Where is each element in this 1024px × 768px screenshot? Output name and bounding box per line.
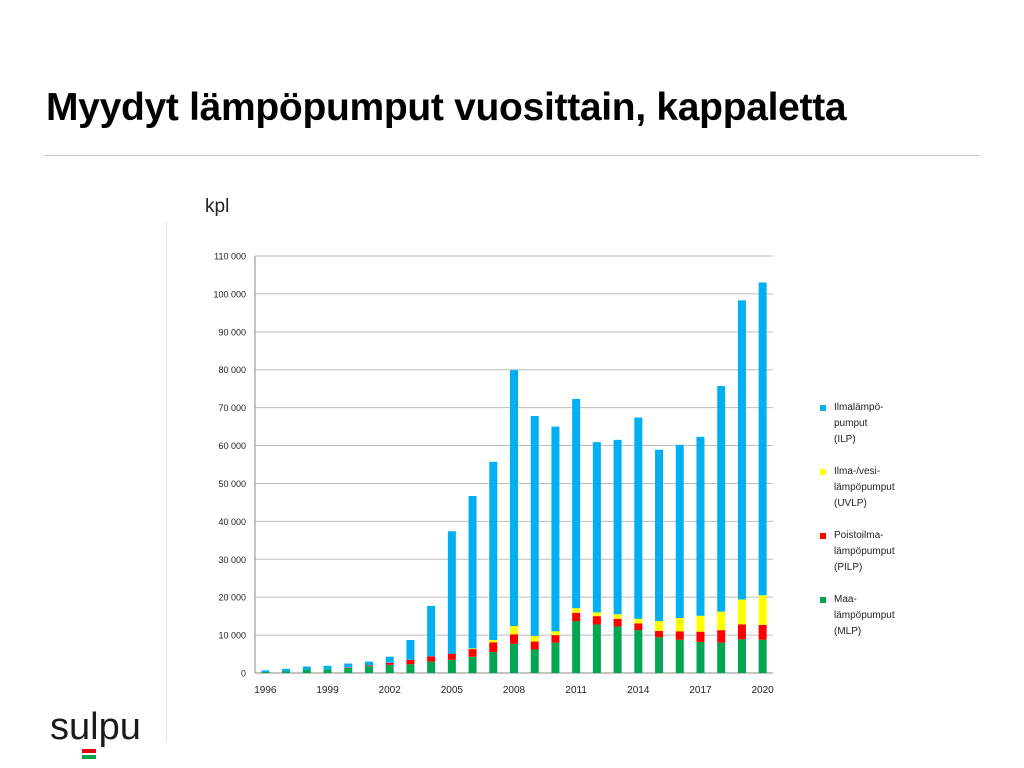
y-tick-label: 70 000 xyxy=(218,403,246,414)
y-tick-label: 20 000 xyxy=(218,592,246,603)
legend-swatch xyxy=(820,533,826,539)
bar-segment-2008-s1 xyxy=(510,634,518,643)
x-tick-label: 2011 xyxy=(565,685,587,696)
bar-segment-2018-s3 xyxy=(717,386,725,612)
bar-segment-2012-s1 xyxy=(593,616,601,624)
bar-segment-1999-s3 xyxy=(324,666,332,669)
bar-segment-2014-s3 xyxy=(634,417,642,618)
bar-segment-2016-s1 xyxy=(676,631,684,639)
y-tick-label: 50 000 xyxy=(218,478,246,489)
bar-segment-2003-s0 xyxy=(406,664,414,673)
bar-segment-1996-s0 xyxy=(261,672,269,673)
legend-label: (MLP) xyxy=(834,626,862,637)
legend-item xyxy=(820,400,940,448)
bar-segment-2004-s3 xyxy=(427,606,435,656)
bar-segment-2015-s2 xyxy=(655,621,663,631)
bar-segment-1997-s3 xyxy=(282,669,290,671)
bar-segment-2013-s3 xyxy=(614,440,622,614)
bar-segment-2008-s0 xyxy=(510,644,518,673)
bar-segment-2020-s3 xyxy=(759,283,767,596)
bar-segment-2001-s1 xyxy=(365,665,373,666)
bar-segment-2010-s3 xyxy=(551,427,559,632)
bar-segment-2009-s2 xyxy=(531,636,539,642)
bar-segment-2002-s0 xyxy=(386,665,394,673)
bar-segment-2004-s1 xyxy=(427,656,435,661)
bar-segment-2006-s2 xyxy=(469,648,477,649)
legend-label: (UVLP) xyxy=(834,498,867,509)
bar-segment-2013-s1 xyxy=(614,619,622,627)
bar-segment-2008-s3 xyxy=(510,370,518,626)
legend-label: Maa- xyxy=(834,594,857,605)
chart-legend xyxy=(820,400,940,656)
bar-segment-2017-s3 xyxy=(696,437,704,616)
logo-mark-icon xyxy=(81,748,97,760)
bar-segment-2008-s2 xyxy=(510,626,518,634)
slide-title: Myydyt lämpöpumput vuosittain, kappaletta xyxy=(46,86,847,129)
bar-segment-2010-s0 xyxy=(551,643,559,673)
bar-segment-1996-s3 xyxy=(261,670,269,672)
bar-segment-2018-s1 xyxy=(717,630,725,643)
legend-label: (ILP) xyxy=(834,434,856,445)
bar-segment-2014-s2 xyxy=(634,619,642,624)
bar-segment-2015-s3 xyxy=(655,450,663,621)
bar-segment-2007-s0 xyxy=(489,652,497,673)
bar-segment-2010-s2 xyxy=(551,631,559,635)
bar-segment-2010-s1 xyxy=(551,635,559,643)
bar-segment-2020-s1 xyxy=(759,625,767,640)
bar-segment-2013-s2 xyxy=(614,614,622,619)
y-tick-label: 80 000 xyxy=(218,365,246,376)
bar-segment-2012-s3 xyxy=(593,442,601,612)
x-tick-label: 1996 xyxy=(254,685,277,696)
bar-segment-2019-s0 xyxy=(738,639,746,673)
bar-segment-2007-s2 xyxy=(489,640,497,642)
legend-swatch xyxy=(820,469,826,475)
x-tick-label: 2008 xyxy=(502,685,526,696)
x-tick-label: 2014 xyxy=(627,685,650,696)
bar-segment-2014-s0 xyxy=(634,630,642,673)
bar-segment-2009-s3 xyxy=(531,416,539,636)
bar-segment-2007-s1 xyxy=(489,642,497,652)
bar-segment-2020-s0 xyxy=(759,640,767,673)
bar-segment-2009-s0 xyxy=(531,649,539,673)
bar-segment-1999-s0 xyxy=(324,669,332,673)
bar-segment-2014-s1 xyxy=(634,623,642,630)
logo-text: sulpu xyxy=(50,706,141,748)
y-tick-label: 0 xyxy=(240,668,246,679)
bar-segment-2017-s2 xyxy=(696,616,704,632)
bar-segment-2016-s0 xyxy=(676,640,684,673)
bar-segment-2016-s2 xyxy=(676,618,684,631)
legend-label: lämpöpumput xyxy=(834,546,895,557)
bar-segment-2011-s0 xyxy=(572,621,580,673)
bar-segment-2006-s1 xyxy=(469,649,477,657)
bar-segment-2019-s2 xyxy=(738,599,746,624)
bar-segment-2003-s3 xyxy=(406,640,414,660)
legend-item xyxy=(820,528,940,576)
x-tick-label: 2017 xyxy=(689,685,712,696)
bar-segment-2018-s0 xyxy=(717,643,725,673)
bar-segment-2005-s1 xyxy=(448,654,456,660)
bar-segment-2015-s1 xyxy=(655,631,663,637)
sulpu-logo xyxy=(50,708,160,762)
legend-label: Ilmalämpö- xyxy=(834,402,884,413)
legend-item xyxy=(820,464,940,512)
bar-segment-2013-s0 xyxy=(614,626,622,673)
bar-segment-2018-s2 xyxy=(717,612,725,631)
y-tick-label: 60 000 xyxy=(218,441,246,452)
legend-label: (PILP) xyxy=(834,562,863,573)
bar-segment-2015-s0 xyxy=(655,637,663,673)
bar-segment-2002-s1 xyxy=(386,663,394,665)
y-tick-label: 90 000 xyxy=(218,327,246,338)
bar-segment-2019-s1 xyxy=(738,624,746,639)
bar-segment-2011-s2 xyxy=(572,608,580,613)
bar-segment-1998-s0 xyxy=(303,670,311,673)
bar-segment-1998-s3 xyxy=(303,667,311,670)
y-unit-label: kpl xyxy=(205,196,230,217)
y-tick-label: 110 000 xyxy=(214,251,246,262)
legend-item xyxy=(820,592,940,640)
bar-segment-2017-s1 xyxy=(696,632,704,642)
bar-segment-2003-s1 xyxy=(406,660,414,665)
bar-segment-1997-s0 xyxy=(282,671,290,673)
y-tick-label: 100 000 xyxy=(213,289,246,300)
bar-segment-2000-s3 xyxy=(344,664,352,668)
legend-label: pumput xyxy=(834,418,868,429)
bar-segment-2004-s0 xyxy=(427,662,435,673)
legend-swatch xyxy=(820,597,826,603)
bar-segment-2019-s3 xyxy=(738,300,746,599)
y-tick-label: 40 000 xyxy=(218,516,246,527)
bar-segment-2011-s3 xyxy=(572,399,580,608)
bar-segment-2016-s3 xyxy=(676,445,684,618)
x-tick-label: 1999 xyxy=(316,685,339,696)
bar-segment-2000-s0 xyxy=(344,668,352,673)
bar-segment-2020-s2 xyxy=(759,595,767,625)
x-tick-label: 2005 xyxy=(440,685,463,696)
bar-segment-2012-s0 xyxy=(593,624,601,673)
x-tick-label: 2002 xyxy=(378,685,401,696)
x-tick-label: 2020 xyxy=(751,685,774,696)
bar-segment-2005-s0 xyxy=(448,660,456,673)
bar-segment-2006-s3 xyxy=(469,496,477,648)
bar-segment-2009-s1 xyxy=(531,642,539,650)
legend-label: lämpöpumput xyxy=(834,610,895,621)
bar-segment-2006-s0 xyxy=(469,657,477,673)
bar-segment-2007-s3 xyxy=(489,462,497,640)
bar-segment-2005-s3 xyxy=(448,531,456,653)
bar-segment-2001-s0 xyxy=(365,666,373,673)
legend-swatch xyxy=(820,405,826,411)
legend-label: lämpöpumput xyxy=(834,482,895,493)
bar-segment-2011-s1 xyxy=(572,613,580,621)
y-tick-label: 10 000 xyxy=(218,630,246,641)
legend-label: Poistoilma- xyxy=(834,530,884,541)
y-tick-label: 30 000 xyxy=(218,554,246,565)
bar-segment-2002-s3 xyxy=(386,657,394,663)
bar-segment-2017-s0 xyxy=(696,642,704,673)
legend-label: Ilma-/vesi- xyxy=(834,466,881,477)
bar-segment-2001-s3 xyxy=(365,662,373,666)
bar-segment-2012-s2 xyxy=(593,612,601,616)
